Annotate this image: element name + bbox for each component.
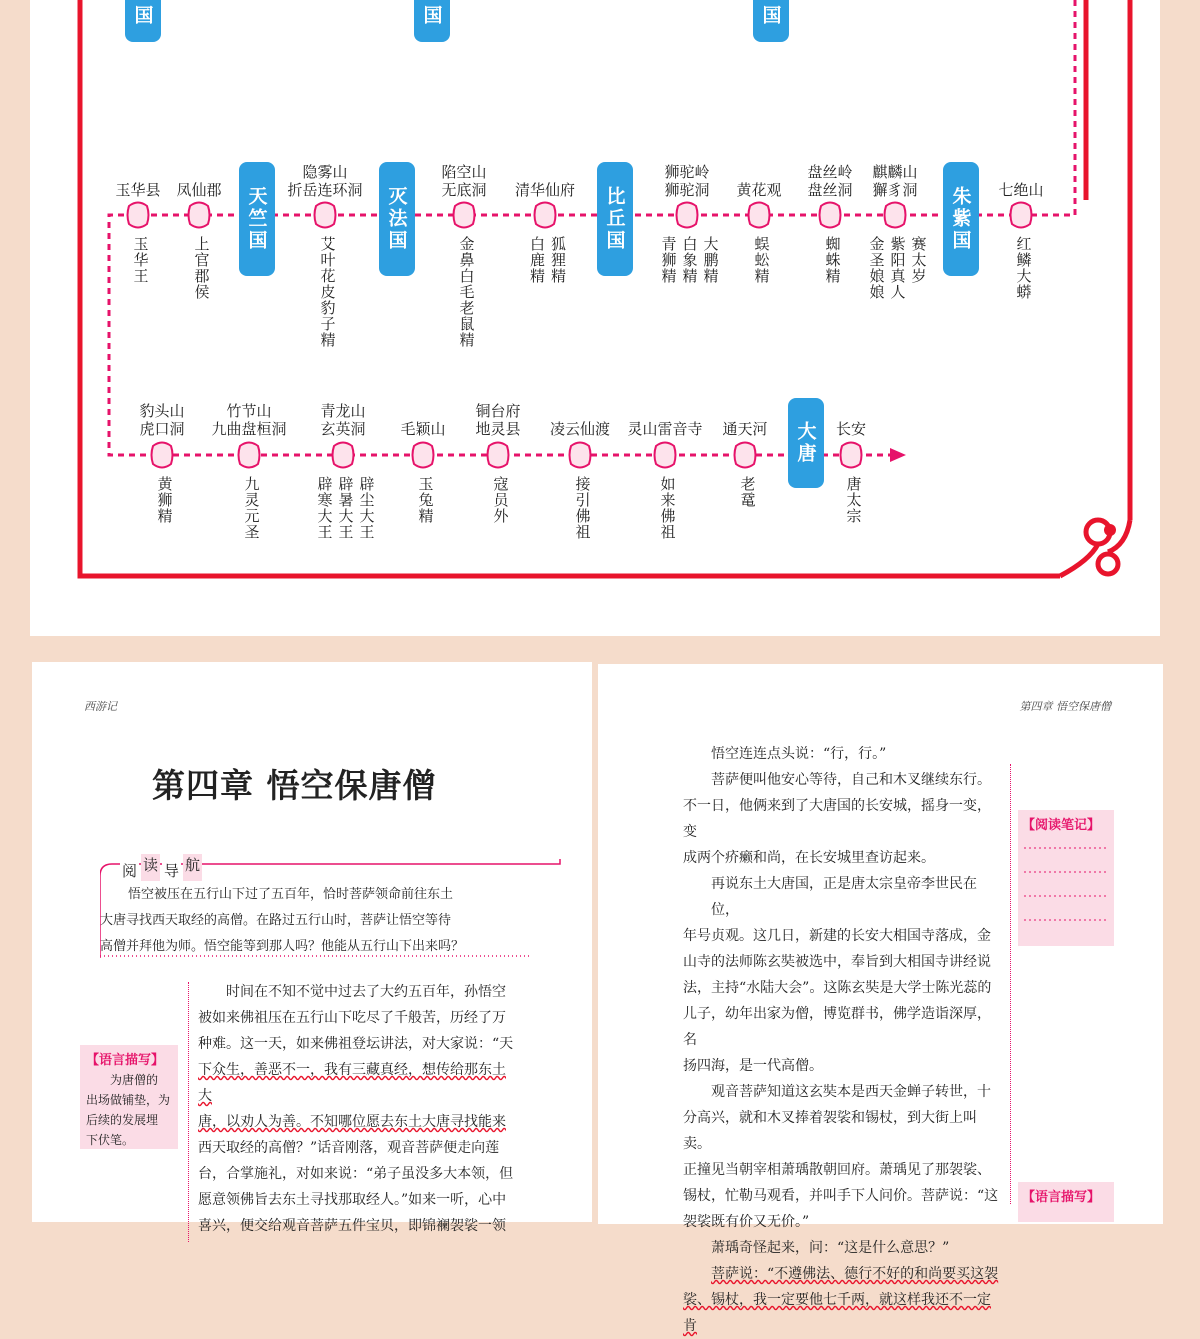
stop-label-line: 灵山雷音寺 — [627, 420, 703, 438]
reading-notes-box: 【阅读笔记】 — [1018, 810, 1114, 946]
stop-label-line: 地灵县 — [475, 420, 521, 438]
margin-dotted-rule — [188, 982, 190, 1242]
stop-label-line: 七绝山 — [998, 181, 1044, 199]
stop-label-line: 清华仙府 — [514, 181, 575, 199]
stop-label-line: 豹头山 — [139, 402, 185, 420]
stop-characters — [656, 236, 719, 284]
stop-characters — [488, 476, 509, 524]
character-name: 金圣娘娘 — [867, 236, 886, 300]
stop-label-line: 铜台府 — [475, 402, 521, 420]
right-margin-rule — [1010, 764, 1012, 1204]
character-name: 蜘蛛精 — [823, 236, 842, 284]
stop-label-line: 九曲盘桓洞 — [211, 420, 287, 438]
character-name: 金鼻白毛老鼠精 — [457, 236, 476, 348]
stop-characters — [735, 476, 756, 508]
stop-label-line: 青龙山 — [320, 402, 366, 420]
character-name: 紫阳真人 — [888, 236, 907, 300]
stop-label-line: 盘丝岭 — [807, 163, 853, 181]
character-name: 辟尘大王 — [357, 476, 376, 540]
stop-label-line: 长安 — [835, 420, 866, 438]
country-badge-top: 国 — [753, 0, 789, 42]
character-name: 唐太宗 — [844, 476, 863, 524]
character-name: 如来佛祖 — [658, 476, 677, 540]
language-note-left-text: 为唐僧的 出场做铺垫，为 后续的发展埋 下伏笔。 — [86, 1073, 171, 1147]
stop-characters — [655, 476, 676, 540]
country-badge-top: 国 — [125, 0, 161, 42]
character-name: 辟寒大王 — [315, 476, 334, 540]
character-name: 老鼋 — [738, 476, 757, 508]
stop-place-label — [475, 181, 615, 199]
stop-label-line: 獬豸洞 — [872, 181, 918, 199]
stop-place-label — [255, 163, 395, 199]
stop-label-line: 玄英洞 — [320, 420, 366, 438]
stop-characters — [315, 236, 336, 348]
stop-label-line: 麒麟山 — [872, 163, 918, 181]
stop-characters — [820, 236, 841, 284]
stop-label-line: 凌云仙渡 — [549, 420, 610, 438]
character-name: 九灵元圣 — [242, 476, 261, 540]
reading-guide-box — [100, 858, 570, 958]
character-name: 接引佛祖 — [573, 476, 592, 540]
stop-characters — [413, 476, 434, 524]
stop-label-line: 虎口洞 — [139, 420, 185, 438]
stop-characters — [152, 476, 173, 524]
right-body-text: 悟空连连点头说：“行，行。” 菩萨便叫他安心等待，自己和木叉继续东行。 不一日，他俩来到了大唐国的长安城，摇身一变，变 成两个疥癞和尚，在长安城里查访起来。 再说东土大唐国，正是唐太宗皇帝李世民在位， 年号贞观。这几日，新建的长安大相国寺落成，金 山寺的法师陈玄奘被选中，奉旨到大相国寺讲经说 法，主持“水陆大会”。这陈玄奘是大学士陈光蕊的 儿子，幼年出家为僧，博览群书，佛学造诣深厚，名 扬四海，是一代高僧。 观音菩萨知道这玄奘本是西天金蝉子转世，十 分高兴，就和木叉捧着袈裟和锡杖，到大街上叫卖。 正撞见当朝宰相萧瑀散朝回府。萧瑀见了那袈裟、 锡杖，忙勒马观看，并叫手下人问价。菩萨说：“这 袈裟既有价又无价。” 萧瑀奇怪起来，问：“这是什么意思？” 菩萨说：“不遵佛法、德行不好的和尚要买这袈 裟、锡杖，我一定要他七千两，就这样我还不一定肯 — [683, 746, 999, 1334]
country-badge-datang: 大唐 — [788, 398, 824, 488]
character-name: 青狮精 — [659, 236, 678, 284]
map-labels — [0, 0, 1200, 636]
character-name: 白象精 — [680, 236, 699, 284]
character-name: 大鹏精 — [701, 236, 720, 284]
country-badge: 天竺国 — [239, 162, 275, 276]
stop-label-line: 通天河 — [722, 420, 768, 438]
stop-label-line: 竹节山 — [226, 402, 272, 420]
character-name: 狐狸精 — [549, 236, 567, 284]
chapter-title: 第四章 悟空保唐僧 — [152, 766, 437, 805]
character-name: 上官郡侯 — [192, 236, 211, 300]
stop-characters — [524, 236, 566, 284]
stop-label-line: 陷空山 — [441, 163, 487, 181]
stop-characters — [841, 476, 862, 524]
language-note-left: 【语言描写】 为唐僧的 出场做铺垫，为 后续的发展埋 下伏笔。 — [80, 1045, 178, 1149]
character-name: 黄狮精 — [155, 476, 174, 524]
character-name: 玉兔精 — [416, 476, 435, 524]
stop-characters — [749, 236, 770, 284]
reading-notes-lines — [1024, 844, 1108, 944]
left-body-text: 时间在不知不觉中过去了大约五百年，孙悟空 被如来佛祖压在五行山下吃尽了千般苦，历经了万 种难。这一天，如来佛祖登坛讲法，对大家说：“天 下众生，善恶不一，我有三藏真经，想传给那东土大 唐，以劝人为善。不知哪位愿去东土大唐寻找能来 西天取经的高僧？”话音刚落，观音菩萨便走向莲 台，合掌施礼，对如来说：“弟子虽没多大本领，但 愿意领佛旨去东土寻找那取经人。”如来一听，心中 喜兴，便交给观音菩萨五件宝贝，即锦襕袈裟一领 — [198, 984, 514, 1234]
stop-characters — [239, 476, 260, 540]
country-badge: 比丘国 — [597, 162, 633, 276]
stop-characters — [189, 236, 210, 300]
stop-characters — [312, 476, 375, 540]
stop-label-line: 盘丝洞 — [807, 181, 853, 199]
character-name: 蜈蚣精 — [752, 236, 771, 284]
stop-characters — [570, 476, 591, 540]
country-badge: 朱紫国 — [943, 162, 979, 276]
stop-label-line: 隐雾山 — [302, 163, 348, 181]
left-running-header: 西游记 — [84, 700, 117, 713]
stop-label-line: 玉华县 — [115, 181, 161, 199]
stop-label-line: 黄花观 — [736, 181, 782, 199]
stop-characters — [128, 236, 149, 284]
character-name: 玉华王 — [131, 236, 150, 284]
country-badge: 灭法国 — [379, 162, 415, 276]
stop-label-line: 狮驼洞 — [664, 181, 710, 199]
character-name: 白鹿精 — [528, 236, 546, 284]
character-name: 寇员外 — [491, 476, 510, 524]
book-right-page — [598, 664, 1163, 1334]
stop-characters — [1011, 236, 1032, 300]
language-note-right: 【语言描写】 — [1018, 1182, 1114, 1222]
character-name: 红鳞大蟒 — [1014, 236, 1033, 300]
guide-text: 悟空被压在五行山下过了五百年，恰时菩萨领命前往东土 大唐寻找西天取经的高僧。在路过五行山时，菩萨让悟空等待 高僧并拜他为师。悟空能等到那人吗？他能从五行山下出来吗？ — [100, 887, 465, 954]
stop-characters — [864, 236, 927, 300]
country-badge-top: 国 — [414, 0, 450, 42]
character-name: 辟暑大王 — [336, 476, 355, 540]
stop-label-line: 折岳连环洞 — [287, 181, 363, 199]
stop-label-line: 狮驼岭 — [664, 163, 710, 181]
right-running-header: 第四章 悟空保唐僧 — [1019, 700, 1111, 713]
book-left-page — [32, 662, 592, 1234]
stop-label-line: 毛颖山 — [400, 420, 446, 438]
character-name: 赛太岁 — [909, 236, 928, 284]
guide-label: 阅 读 导 航 — [122, 856, 201, 880]
stop-label-line: 凤仙郡 — [176, 181, 222, 199]
stop-label-line: 无底洞 — [441, 181, 487, 199]
character-name: 艾叶花皮豹子精 — [318, 236, 337, 348]
stop-characters — [454, 236, 475, 348]
